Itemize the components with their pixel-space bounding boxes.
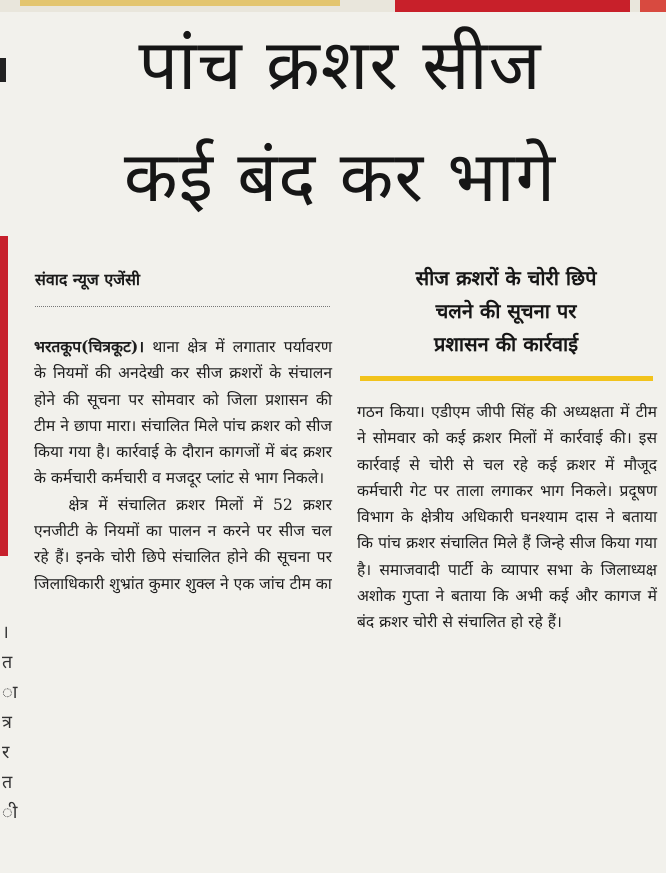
deck-underline — [360, 376, 653, 381]
dateline: भरतकूप(चित्रकूट)। — [34, 337, 145, 356]
byline-divider — [35, 306, 330, 307]
cropped-char: ा — [2, 682, 18, 703]
deck-subheadline — [360, 262, 652, 361]
byline: संवाद न्यूज एजेंसी — [35, 270, 141, 289]
left-edge-red-image — [0, 236, 8, 556]
top-page-strip — [0, 0, 666, 12]
paragraph-1-text: थाना क्षेत्र में लगातार पर्यावरण के नियमों की अनदेखी कर सीज क्रशरों के संचालन होने की सूचना पर सोमवार को जिला प्रशासन की टीम ने छापा मारा। संचालित मिले पांच क्रशर को सीज किया गया है। कार्रवाई के दौरान कागजों में बंद क्रशर के कर्मचारी कर्मचारी व मजदूर प्लांट से भाग निकले। — [34, 338, 332, 488]
top-yellow-band — [20, 0, 340, 6]
left-edge-mark — [0, 58, 6, 82]
top-red-band — [395, 0, 630, 12]
deck-line-1: सीज क्रशरों के चोरी छिपे — [415, 266, 597, 290]
cropped-char: ी — [2, 802, 18, 823]
article-column-2 — [357, 399, 657, 636]
article-paragraph-2: क्षेत्र में संचालित क्रशर मिलों में 52 क्रशर एनजीटी के नियमों का पालन न करने पर सीज चल रहे हैं। इनके चोरी छिपे संचालित होने की सूचना पर जिलाधिकारी शुभ्रांत कुमार शुक्ल ने एक जांच टीम का — [34, 495, 332, 593]
headline-line-2: कई बंद कर भागे — [123, 136, 557, 218]
cropped-char: त — [2, 772, 13, 793]
cropped-char: । — [2, 622, 9, 643]
article-paragraph-3: गठन किया। एडीएम जीपी सिंह की अध्यक्षता में टीम ने सोमवार को कई क्रशर मिलों में कार्रवाई की। इस कार्रवाई से चोरी से चल रहे कई क्रशर में मौजूद कर्मचारी गेट पर ताला लगाकर भाग निकले। प्रदूषण विभाग के क्षेत्रीय अधिकारी घनश्याम दास ने बताया कि पांच क्रशर संचालित मिले हैं जिन्हे सीज किया गया है। समाजवादी पार्टी के व्यापार सभा के जिलाध्यक्ष अशोक गुप्ता ने बताया कि अभी कई और कागज में बंद क्रशर चोरी से संचालित हो रहे हैं। — [357, 403, 657, 632]
cropped-adjacent-column — [2, 618, 17, 828]
top-red-band-edge — [640, 0, 666, 12]
cropped-char: र — [2, 742, 10, 763]
article-column-1 — [34, 334, 332, 597]
deck-line-2: चलने की सूचना पर — [435, 299, 577, 323]
cropped-char: त्र — [2, 712, 12, 733]
deck-line-3: प्रशासन की कार्रवाई — [433, 332, 579, 356]
article-paragraph-1 — [34, 334, 332, 492]
headline-line-1: पांच क्रशर सीज — [138, 24, 542, 106]
cropped-char: त — [2, 652, 13, 673]
